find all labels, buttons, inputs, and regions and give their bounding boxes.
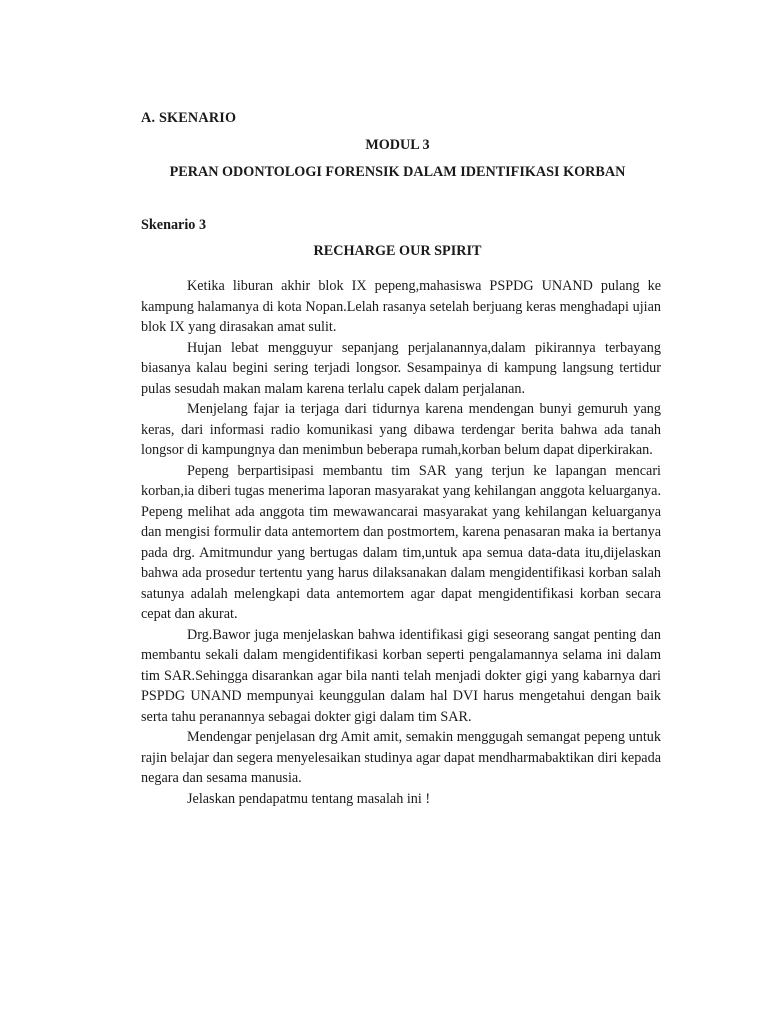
paragraph: Mendengar penjelasan drg Amit amit, semakin menggugah semangat pepeng untuk rajin belajar dan segera menyelesaikan studinya agar dapat mendharmabaktikan diri kepada negara dan sesama manusia. <box>141 729 661 786</box>
module-subtitle: PERAN ODONTOLOGI FORENSIK DALAM IDENTIFIKASI KORBAN <box>169 164 626 180</box>
scenario-body <box>141 276 661 809</box>
paragraph: Menjelang fajar ia terjaga dari tidurnya karena mendengan bunyi gemuruh yang keras, dari informasi radio komunikasi yang dibawa terdengar berita bahwa ada tanah longsor di kampungnya dan menimbun beberapa rumah,korban belum dapat diperkirakan. <box>141 401 661 458</box>
scenario-title: RECHARGE OUR SPIRIT <box>313 243 482 259</box>
paragraph: Ketika liburan akhir blok IX pepeng,mahasiswa PSPDG UNAND pulang ke kampung halamanya di kota Nopan.Lelah rasanya setelah berjuang keras menghadapi ujian blok IX yang dirasakan amat sulit. <box>141 278 661 335</box>
module-title: MODUL 3 <box>365 137 430 153</box>
paragraph: Pepeng berpartisipasi membantu tim SAR yang terjun ke lapangan mencari korban,ia diberi tugas menerima laporan masyarakat yang kehilangan anggota keluarganya. Pepeng melihat ada anggota tim mewawancarai masyarakat yang kehilangan keluarganya dan mengisi formulir data antemortem dan postmortem, karena penasaran maka ia bertanya pada drg. Amitmundur yang bertugas dalam tim,untuk apa semua data-data itu,dijelaskan bahwa ada prosedur tertentu yang harus dilaksanakan dalam mengidentifikasi korban salah satunya adalah melengkapi data antemortem agar dapat mengidentifikasi korban secara cepat dan akurat. <box>141 462 661 622</box>
paragraph: Hujan lebat mengguyur sepanjang perjalanannya,dalam pikirannya terbayang biasanya kalau begini sering terjadi longsor. Sesampainya di kampung langsung tertidur pulas sesudah makan malam karena terlalu capek dalam perjalanan. <box>141 339 661 397</box>
paragraph: Jelaskan pendapatmu tentang masalah ini ! <box>187 790 431 807</box>
section-heading: A. SKENARIO <box>141 110 237 126</box>
paragraph: Drg.Bawor juga menjelaskan bahwa identifikasi gigi seseorang sangat penting dan membantu sekali dalam mengidentifikasi korban seperti pengalamannya selama ini dalam tim SAR.Sehingga disarankan agar bila nanti telah menjadi dokter gigi yang kabarnya dari PSPDG UNAND mempunyai keunggulan dalam hal DVI harus mengetahui dengan baik serta tahu peranannya sebagai dokter gigi dalam tim SAR. <box>141 626 661 725</box>
scenario-label: Skenario 3 <box>141 217 207 233</box>
